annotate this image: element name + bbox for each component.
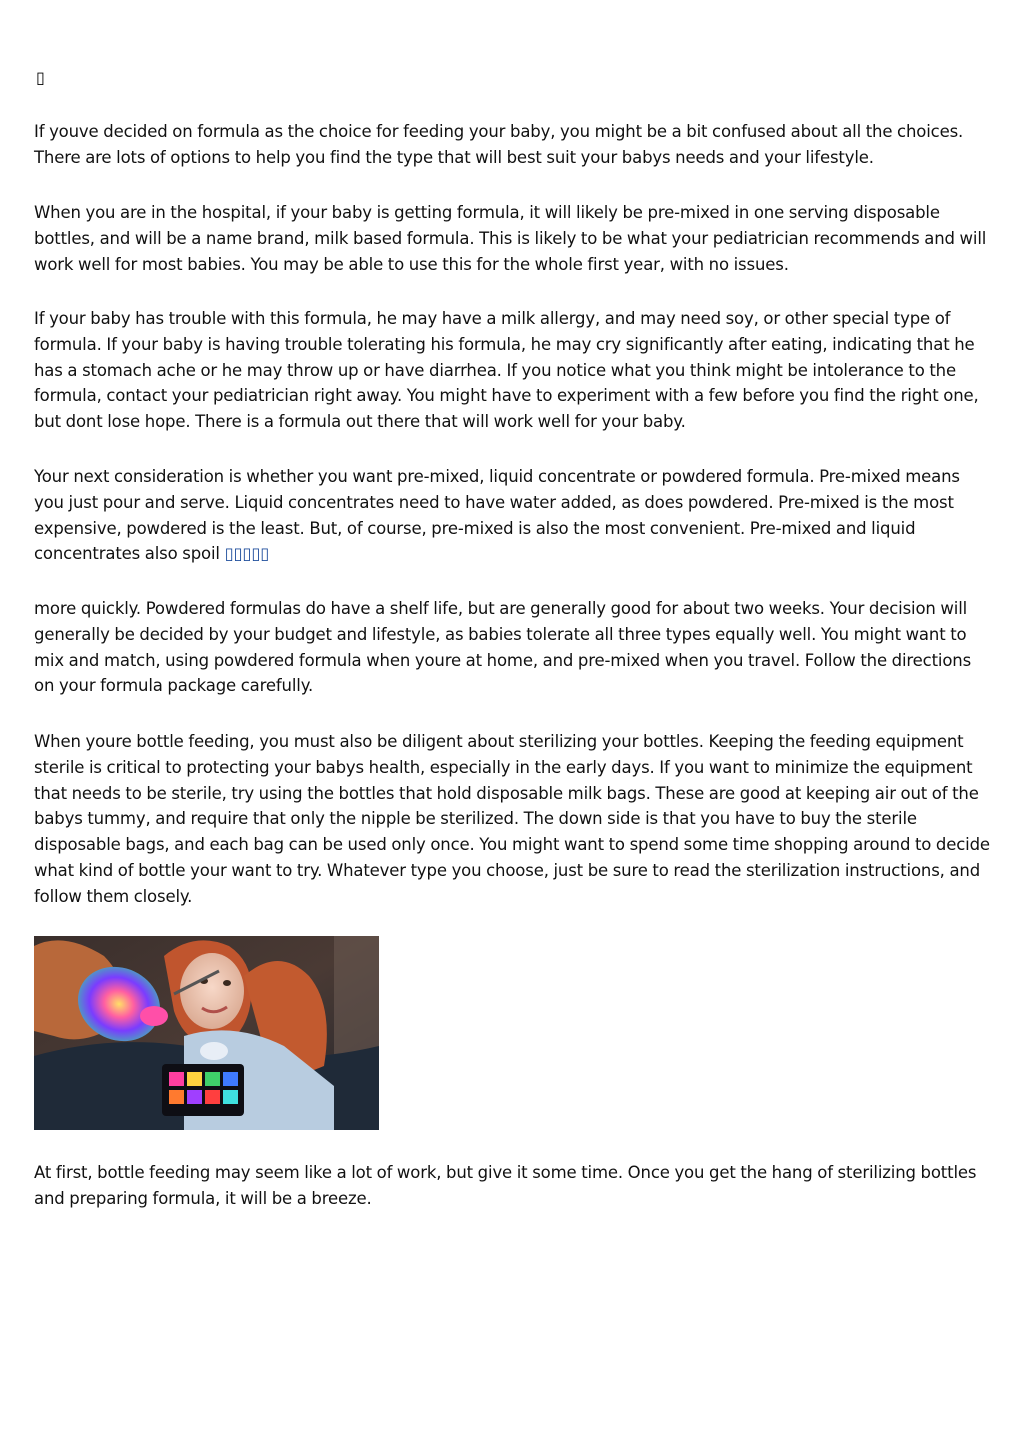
paragraph-consideration-text: Your next consideration is whether you want pre-mixed, liquid concentrate or powdered formula. Pre-mixed means you just pour and serve. Liquid concentrates need to have water added, as does powdered. Pre-mixed is the most expensive, powdered is the least. But, of course, pre-mixed is also the most convenient. Pre-mixed and liquid concentrates also spoil	[34, 467, 960, 564]
paragraph-conclusion: At first, bottle feeding may seem like a lot of work, but give it some time. Once you get the hang of sterilizing bottles and preparing formula, it will be a breeze.	[34, 1163, 977, 1208]
inline-link[interactable]: ▯▯▯▯▯	[224, 544, 270, 564]
paragraph-intro: If youve decided on formula as the choice for feeding your baby, you might be a bit confused about all the choices. There are lots of options to help you find the type that will best suit your babys needs and your lifestyle.	[34, 122, 964, 167]
paragraph-consideration	[34, 464, 990, 567]
paragraph-sterilizing: When youre bottle feeding, you must also be diligent about sterilizing your bottles. Keeping the feeding equipment sterile is critical to protecting your babys health, especially in the early days. If you want to minimize the equipment that needs to be sterile, try using the bottles that hold disposable milk bags. These are good at keeping air out of the babys tummy, and require that only the nipple be sterilized. The down side is that you have to buy the sterile disposable bags, and each bag can be used only once. You might want to spend some time shopping around to decide what kind of bottle your want to try. Whatever type you choose, just be sure to read the sterilization instructions, and follow them closely.	[34, 732, 990, 906]
paragraph-allergy: If your baby has trouble with this formula, he may have a milk allergy, and may need soy, or other special type of formula. If your baby is having trouble tolerating his formula, he may cry significantly after eating, indicating that he has a stomach ache or he may throw up or have diarrhea. If you notice what you think might be intolerance to the formula, contact your pediatrician right away. You might have to experiment with a few before you find the right one, but dont lose hope. There is a formula out there that will work well for your baby.	[34, 309, 979, 432]
missing-glyph-icon: ▯	[36, 68, 45, 87]
paragraph-hospital: When you are in the hospital, if your baby is getting formula, it will likely be pre-mixed in one serving disposable bottles, and will be a name brand, milk based formula. This is likely to be what your pediatrician recommends and will work well for most babies. You may be able to use this for the whole first year, with no issues.	[34, 203, 987, 274]
face-paint-photo	[34, 936, 379, 1130]
paragraph-powdered: more quickly. Powdered formulas do have a shelf life, but are generally good for about two weeks. Your decision will generally be decided by your budget and lifestyle, as babies tolerate all three types equally well. You might want to mix and match, using powdered formula when youre at home, and pre-mixed when you travel. Follow the directions on your formula package carefully.	[34, 599, 972, 696]
